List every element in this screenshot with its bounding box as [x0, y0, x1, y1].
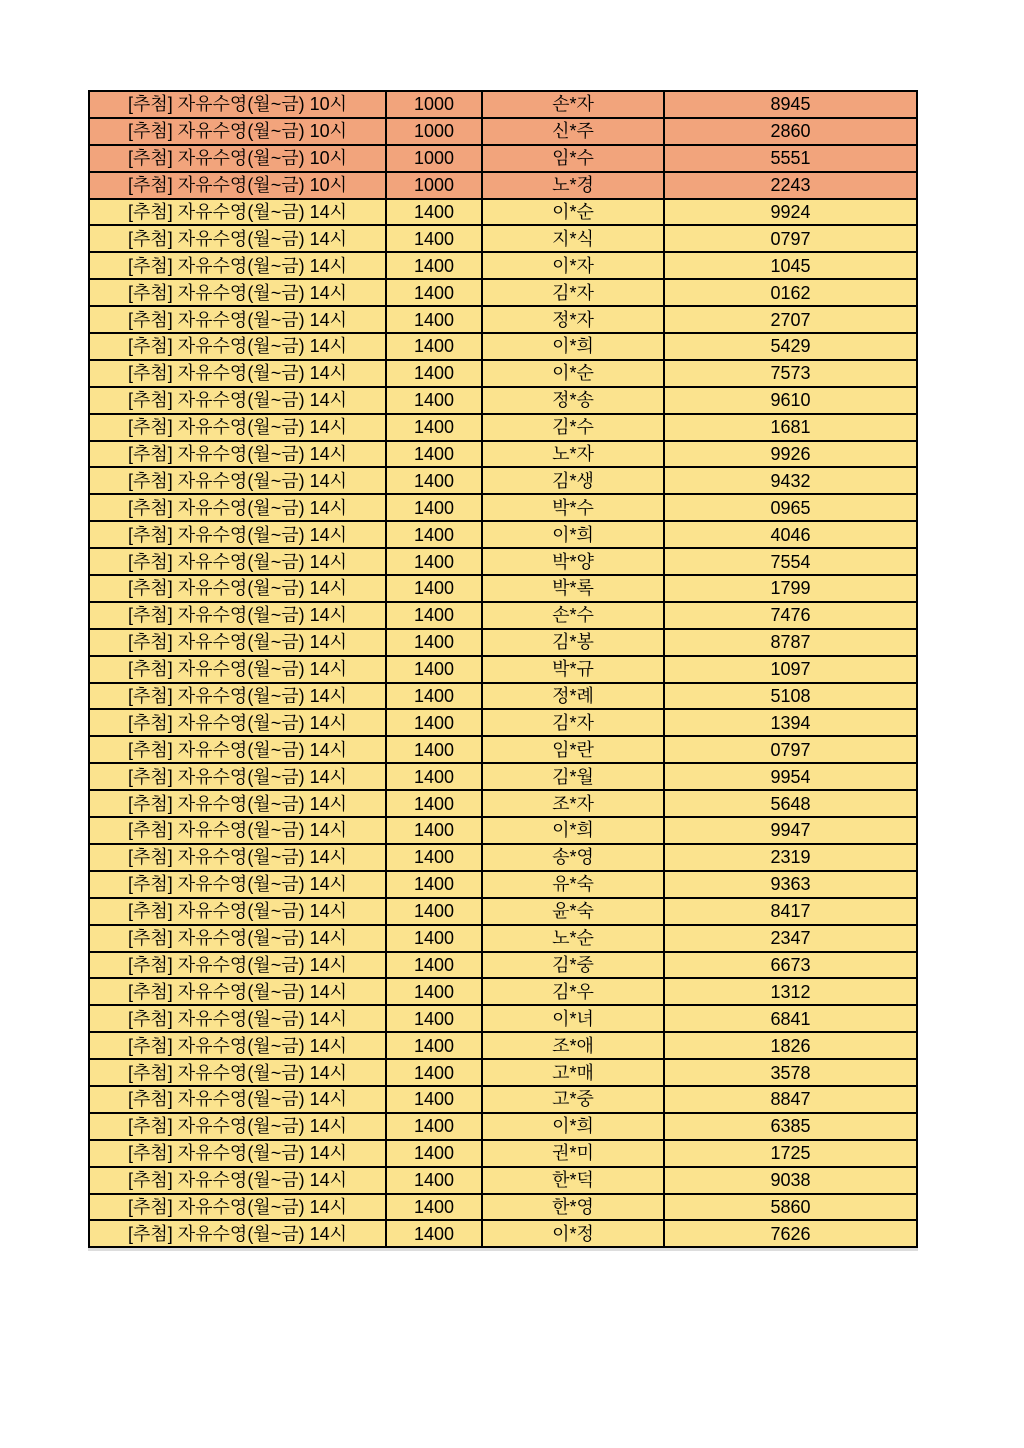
number-cell: 5108: [664, 683, 917, 710]
time-cell: 1400: [386, 736, 482, 763]
name-cell: 김*우: [482, 978, 664, 1005]
time-cell: 1400: [386, 548, 482, 575]
program-cell: [추첨] 자유수영(월~금) 14시: [89, 1086, 386, 1113]
name-cell: 한*덕: [482, 1167, 664, 1194]
program-cell: [추첨] 자유수영(월~금) 14시: [89, 414, 386, 441]
time-cell: 1000: [386, 172, 482, 199]
number-cell: 7554: [664, 548, 917, 575]
program-cell: [추첨] 자유수영(월~금) 14시: [89, 441, 386, 468]
program-cell: [추첨] 자유수영(월~금) 14시: [89, 467, 386, 494]
time-cell: 1400: [386, 199, 482, 226]
table-row: [89, 91, 917, 118]
name-cell: 박*수: [482, 494, 664, 521]
table-row: [89, 521, 917, 548]
name-cell: 김*월: [482, 763, 664, 790]
name-cell: 권*미: [482, 1140, 664, 1167]
program-cell: [추첨] 자유수영(월~금) 10시: [89, 118, 386, 145]
time-cell: 1400: [386, 763, 482, 790]
number-cell: 8417: [664, 898, 917, 925]
time-cell: 1400: [386, 629, 482, 656]
number-cell: 3578: [664, 1059, 917, 1086]
name-cell: 이*희: [482, 817, 664, 844]
number-cell: 9924: [664, 199, 917, 226]
name-cell: 김*생: [482, 467, 664, 494]
name-cell: 이*희: [482, 521, 664, 548]
number-cell: 1725: [664, 1140, 917, 1167]
table-row: [89, 414, 917, 441]
number-cell: 4046: [664, 521, 917, 548]
time-cell: 1400: [386, 844, 482, 871]
program-cell: [추첨] 자유수영(월~금) 14시: [89, 360, 386, 387]
number-cell: 1826: [664, 1032, 917, 1059]
table-row: [89, 1140, 917, 1167]
program-cell: [추첨] 자유수영(월~금) 14시: [89, 1032, 386, 1059]
time-cell: 1400: [386, 1194, 482, 1221]
time-cell: 1000: [386, 91, 482, 118]
name-cell: 김*수: [482, 414, 664, 441]
number-cell: 8847: [664, 1086, 917, 1113]
program-cell: [추첨] 자유수영(월~금) 14시: [89, 763, 386, 790]
table-row: [89, 1167, 917, 1194]
table-row: [89, 145, 917, 172]
number-cell: 1312: [664, 978, 917, 1005]
table-row: [89, 629, 917, 656]
program-cell: [추첨] 자유수영(월~금) 14시: [89, 306, 386, 333]
name-cell: 이*순: [482, 199, 664, 226]
program-cell: [추첨] 자유수영(월~금) 14시: [89, 898, 386, 925]
program-cell: [추첨] 자유수영(월~금) 14시: [89, 709, 386, 736]
table-row: [89, 763, 917, 790]
table-row: [89, 1220, 917, 1247]
time-cell: 1400: [386, 925, 482, 952]
lottery-results-table-wrap: [88, 90, 918, 1248]
time-cell: 1400: [386, 978, 482, 1005]
time-cell: 1400: [386, 360, 482, 387]
number-cell: 9947: [664, 817, 917, 844]
name-cell: 박*규: [482, 656, 664, 683]
table-body: [89, 91, 917, 1247]
time-cell: 1400: [386, 871, 482, 898]
time-cell: 1400: [386, 414, 482, 441]
program-cell: [추첨] 자유수영(월~금) 14시: [89, 494, 386, 521]
name-cell: 이*정: [482, 1220, 664, 1247]
number-cell: 9610: [664, 387, 917, 414]
number-cell: 6673: [664, 952, 917, 979]
lottery-results-table: [88, 90, 918, 1248]
program-cell: [추첨] 자유수영(월~금) 14시: [89, 252, 386, 279]
number-cell: 9954: [664, 763, 917, 790]
time-cell: 1400: [386, 494, 482, 521]
table-row: [89, 656, 917, 683]
program-cell: [추첨] 자유수영(월~금) 14시: [89, 602, 386, 629]
program-cell: [추첨] 자유수영(월~금) 14시: [89, 656, 386, 683]
time-cell: 1400: [386, 709, 482, 736]
number-cell: 9363: [664, 871, 917, 898]
table-row: [89, 199, 917, 226]
program-cell: [추첨] 자유수영(월~금) 14시: [89, 548, 386, 575]
program-cell: [추첨] 자유수영(월~금) 14시: [89, 333, 386, 360]
table-row: [89, 1113, 917, 1140]
program-cell: [추첨] 자유수영(월~금) 14시: [89, 279, 386, 306]
table-row: [89, 978, 917, 1005]
table-row: [89, 952, 917, 979]
table-row: [89, 925, 917, 952]
name-cell: 박*양: [482, 548, 664, 575]
program-cell: [추첨] 자유수영(월~금) 14시: [89, 790, 386, 817]
time-cell: 1400: [386, 1140, 482, 1167]
time-cell: 1400: [386, 467, 482, 494]
number-cell: 2243: [664, 172, 917, 199]
time-cell: 1400: [386, 575, 482, 602]
name-cell: 조*애: [482, 1032, 664, 1059]
time-cell: 1400: [386, 1220, 482, 1247]
program-cell: [추첨] 자유수영(월~금) 14시: [89, 844, 386, 871]
program-cell: [추첨] 자유수영(월~금) 14시: [89, 871, 386, 898]
name-cell: 이*자: [482, 252, 664, 279]
program-cell: [추첨] 자유수영(월~금) 14시: [89, 1167, 386, 1194]
number-cell: 8787: [664, 629, 917, 656]
number-cell: 9432: [664, 467, 917, 494]
number-cell: 1394: [664, 709, 917, 736]
table-row: [89, 1194, 917, 1221]
number-cell: 5648: [664, 790, 917, 817]
time-cell: 1400: [386, 952, 482, 979]
name-cell: 이*순: [482, 360, 664, 387]
program-cell: [추첨] 자유수영(월~금) 14시: [89, 736, 386, 763]
table-row: [89, 306, 917, 333]
table-row: [89, 467, 917, 494]
program-cell: [추첨] 자유수영(월~금) 14시: [89, 1220, 386, 1247]
program-cell: [추첨] 자유수영(월~금) 14시: [89, 1140, 386, 1167]
number-cell: 2347: [664, 925, 917, 952]
time-cell: 1400: [386, 279, 482, 306]
program-cell: [추첨] 자유수영(월~금) 14시: [89, 629, 386, 656]
name-cell: 고*중: [482, 1086, 664, 1113]
name-cell: 고*매: [482, 1059, 664, 1086]
time-cell: 1400: [386, 252, 482, 279]
table-row: [89, 494, 917, 521]
program-cell: [추첨] 자유수영(월~금) 14시: [89, 1113, 386, 1140]
name-cell: 정*자: [482, 306, 664, 333]
name-cell: 노*자: [482, 441, 664, 468]
number-cell: 5860: [664, 1194, 917, 1221]
table-row: [89, 387, 917, 414]
table-row: [89, 871, 917, 898]
time-cell: 1400: [386, 790, 482, 817]
time-cell: 1400: [386, 602, 482, 629]
time-cell: 1400: [386, 817, 482, 844]
name-cell: 김*자: [482, 279, 664, 306]
number-cell: 1799: [664, 575, 917, 602]
table-row: [89, 1032, 917, 1059]
table-row: [89, 1059, 917, 1086]
time-cell: 1400: [386, 306, 482, 333]
number-cell: 1097: [664, 656, 917, 683]
name-cell: 손*자: [482, 91, 664, 118]
number-cell: 1045: [664, 252, 917, 279]
number-cell: 6841: [664, 1005, 917, 1032]
number-cell: 5551: [664, 145, 917, 172]
time-cell: 1000: [386, 118, 482, 145]
table-row: [89, 333, 917, 360]
time-cell: 1400: [386, 1059, 482, 1086]
number-cell: 0797: [664, 736, 917, 763]
program-cell: [추첨] 자유수영(월~금) 10시: [89, 145, 386, 172]
table-row: [89, 360, 917, 387]
time-cell: 1400: [386, 521, 482, 548]
number-cell: 7573: [664, 360, 917, 387]
program-cell: [추첨] 자유수영(월~금) 14시: [89, 683, 386, 710]
program-cell: [추첨] 자유수영(월~금) 14시: [89, 199, 386, 226]
name-cell: 조*자: [482, 790, 664, 817]
table-row: [89, 1086, 917, 1113]
name-cell: 이*희: [482, 333, 664, 360]
program-cell: [추첨] 자유수영(월~금) 14시: [89, 1005, 386, 1032]
table-row: [89, 602, 917, 629]
time-cell: 1400: [386, 441, 482, 468]
name-cell: 유*숙: [482, 871, 664, 898]
program-cell: [추첨] 자유수영(월~금) 14시: [89, 521, 386, 548]
time-cell: 1400: [386, 225, 482, 252]
number-cell: 9926: [664, 441, 917, 468]
time-cell: 1400: [386, 1032, 482, 1059]
table-row: [89, 575, 917, 602]
program-cell: [추첨] 자유수영(월~금) 14시: [89, 1059, 386, 1086]
program-cell: [추첨] 자유수영(월~금) 14시: [89, 1194, 386, 1221]
program-cell: [추첨] 자유수영(월~금) 10시: [89, 172, 386, 199]
program-cell: [추첨] 자유수영(월~금) 14시: [89, 978, 386, 1005]
table-row: [89, 1005, 917, 1032]
program-cell: [추첨] 자유수영(월~금) 14시: [89, 225, 386, 252]
table-row: [89, 548, 917, 575]
name-cell: 정*례: [482, 683, 664, 710]
name-cell: 노*경: [482, 172, 664, 199]
table-row: [89, 172, 917, 199]
table-row: [89, 118, 917, 145]
table-row: [89, 736, 917, 763]
table-row: [89, 817, 917, 844]
name-cell: 박*록: [482, 575, 664, 602]
number-cell: 1681: [664, 414, 917, 441]
name-cell: 지*식: [482, 225, 664, 252]
time-cell: 1400: [386, 1113, 482, 1140]
name-cell: 한*영: [482, 1194, 664, 1221]
program-cell: [추첨] 자유수영(월~금) 14시: [89, 925, 386, 952]
program-cell: [추첨] 자유수영(월~금) 14시: [89, 387, 386, 414]
number-cell: 2707: [664, 306, 917, 333]
table-row: [89, 252, 917, 279]
program-cell: [추첨] 자유수영(월~금) 10시: [89, 91, 386, 118]
number-cell: 0162: [664, 279, 917, 306]
table-row: [89, 225, 917, 252]
number-cell: 9038: [664, 1167, 917, 1194]
number-cell: 0965: [664, 494, 917, 521]
time-cell: 1400: [386, 898, 482, 925]
time-cell: 1400: [386, 656, 482, 683]
name-cell: 윤*숙: [482, 898, 664, 925]
table-row: [89, 709, 917, 736]
table-row: [89, 844, 917, 871]
number-cell: 2860: [664, 118, 917, 145]
name-cell: 임*란: [482, 736, 664, 763]
name-cell: 정*송: [482, 387, 664, 414]
number-cell: 2319: [664, 844, 917, 871]
number-cell: 5429: [664, 333, 917, 360]
time-cell: 1400: [386, 1005, 482, 1032]
table-row: [89, 279, 917, 306]
time-cell: 1400: [386, 1086, 482, 1113]
number-cell: 0797: [664, 225, 917, 252]
table-row: [89, 441, 917, 468]
name-cell: 이*희: [482, 1113, 664, 1140]
number-cell: 8945: [664, 91, 917, 118]
number-cell: 7476: [664, 602, 917, 629]
name-cell: 이*녀: [482, 1005, 664, 1032]
table-row: [89, 683, 917, 710]
number-cell: 6385: [664, 1113, 917, 1140]
name-cell: 신*주: [482, 118, 664, 145]
time-cell: 1400: [386, 1167, 482, 1194]
name-cell: 임*수: [482, 145, 664, 172]
time-cell: 1000: [386, 145, 482, 172]
name-cell: 송*영: [482, 844, 664, 871]
time-cell: 1400: [386, 683, 482, 710]
name-cell: 김*중: [482, 952, 664, 979]
name-cell: 김*봉: [482, 629, 664, 656]
table-row: [89, 898, 917, 925]
time-cell: 1400: [386, 333, 482, 360]
program-cell: [추첨] 자유수영(월~금) 14시: [89, 575, 386, 602]
time-cell: 1400: [386, 387, 482, 414]
name-cell: 김*자: [482, 709, 664, 736]
program-cell: [추첨] 자유수영(월~금) 14시: [89, 817, 386, 844]
number-cell: 7626: [664, 1220, 917, 1247]
table-row: [89, 790, 917, 817]
program-cell: [추첨] 자유수영(월~금) 14시: [89, 952, 386, 979]
name-cell: 노*순: [482, 925, 664, 952]
name-cell: 손*수: [482, 602, 664, 629]
